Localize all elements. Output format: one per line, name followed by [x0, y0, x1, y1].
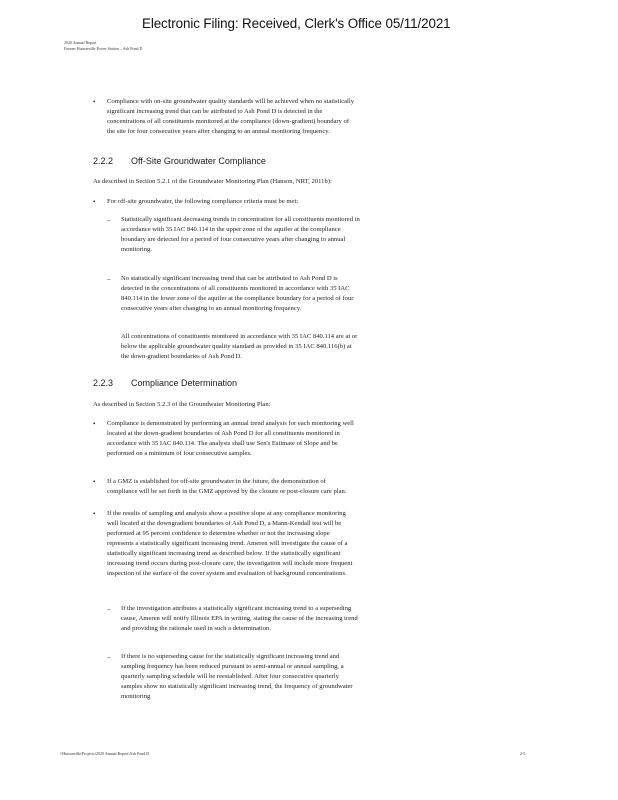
header-line-2: Former Hutsonville Power Station – Ash Pond D [64, 46, 143, 51]
section-2-2-2-intro: As described in Section 5.2.1 of the Groundwater Monitoring Plan (Hanson, NRT, 2011b): [93, 178, 332, 185]
section-2-2-3-heading [93, 378, 393, 390]
section-2-2-2-heading [93, 156, 393, 168]
section-number: 2.2.3 [93, 378, 114, 388]
compliance-sub-2: If there is no superseding cause for the statistically significant increasing trend and sampling frequency has been reduced pursuant to semi-annual or annual sampling, a quarterly sampling schedule will be reestablished. After four consecutive quarterly samples show no statistically significant increasing trend, the frequency of groundwater monitoring [121, 653, 353, 700]
section-2-2-3-intro: As described in Section 5.2.3 of the Groundwater Monitoring Plan: [93, 401, 271, 408]
compliance-bullet-3: If the results of sampling and analysis show a positive slope at any compliance monitoring well located at the downgradient boundaries of Ash Pond D, a Mann-Kendall test will be performed at 95 percent confidence to determine whether or not the increasing slope represents a statistically significant increasing trend. Ameren will investigate the cause of a statistically significant increasing trend as described below. If the statistically significant increasing trend occurs during post-closure care, the investigation will include more frequent inspection of the surface of the cover system and evaluation of background concentrations. [107, 510, 353, 577]
compliance-bullet-2: If a GMZ is established for off-site groundwater in the future, the demonstration of compliance will be set forth in the GMZ approved by the closure or post-closure care plan. [107, 478, 347, 495]
offsite-criteria-bullet: For off-site groundwater, the following compliance criteria must be met: [107, 198, 299, 205]
electronic-filing-stamp: Electronic Filing: Received, Clerk's Office 05/11/2021 [142, 16, 451, 31]
offsite-criterion-closing: All concentrations of constituents monitored in accordance with 35 IAC 840.114 are at or below the applicable groundwater quality standard as provided in 35 IAC 840.116(b) at the down-gradient boundaries of Ash Pond D. [121, 333, 358, 360]
footer-page-number: 2-5 [520, 751, 526, 756]
footer-file-path: \\Hutsonville\Projects\2020 Annual Report\Ash Pond D [60, 751, 150, 756]
bullet-marker: • [93, 98, 96, 106]
bullet-marker: • [93, 420, 96, 428]
dash-marker: – [107, 216, 111, 224]
dash-marker: – [107, 653, 111, 661]
running-header [64, 40, 142, 52]
bullet-marker: • [93, 478, 96, 486]
compliance-bullet-1: Compliance is demonstrated by performing an annual trend analysis for each monitoring well located at the down-gradient boundaries of Ash Pond D for all constituents monitored in accordance with 35 IAC 840.114. The analysis shall use Sen's Estimate of Slope and be performed on a minimum of four consecutive samples. [107, 420, 354, 457]
header-line-1: 2020 Annual Report [64, 40, 97, 45]
section-title: Compliance Determination [131, 378, 238, 388]
section-number: 2.2.2 [93, 156, 114, 166]
bullet-marker: • [93, 510, 96, 518]
intro-bullet-text: Compliance with on-site groundwater quality standards will be achieved when no statistically significant increasing trend that can be attributed to Ash Pond D is detected in the concentrations of all constituents monitored at the compliance (down-gradient) boundary of the site for four consecutive years after changing to an annual monitoring frequency. [107, 98, 355, 135]
section-title: Off-Site Groundwater Compliance [131, 156, 266, 166]
offsite-criterion-1: Statistically significant decreasing trends in concentration for all constituents monitored in accordance with 35 IAC 840.114 in the upper zone of the aquifer at the compliance boundary are detected for a period of four consecutive years after changing to annual monitoring. [121, 216, 360, 253]
offsite-criterion-2: No statistically significant increasing trend that can be attributed to Ash Pond D is detected in the concentrations of all constituents monitored in accordance with 35 IAC 840.114 in the lower zone of the aquifer at the compliance boundary for a period of four consecutive years after changing to an annual monitoring frequency. [121, 275, 354, 312]
bullet-marker: • [93, 198, 96, 206]
compliance-sub-1: If the investigation attributes a statistically significant increasing trend to a superseding cause, Ameren will notify Illinois EPA in writing, stating the cause of the increasing trend and providing the rationale used in such a determination. [121, 605, 358, 632]
dash-marker: – [107, 605, 111, 613]
dash-marker: – [107, 275, 111, 283]
